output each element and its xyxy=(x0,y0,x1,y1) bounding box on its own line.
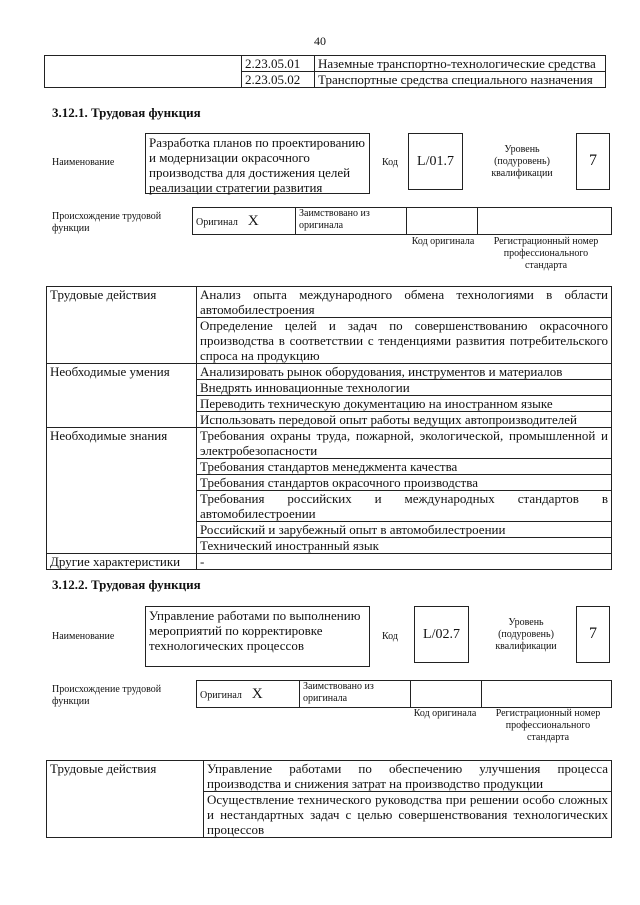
list-item: Переводить техническую документацию на иностранном языке xyxy=(197,396,612,412)
edu-name: Наземные транспортно-технологические средства xyxy=(315,56,606,72)
table-row xyxy=(47,428,612,459)
row-label: Необходимые знания xyxy=(47,428,197,554)
qualification-level: 7 xyxy=(576,133,610,190)
row-label: Трудовые действия xyxy=(47,287,197,364)
list-item: Использовать передовой опыт работы ведущих автопроизводителей xyxy=(197,412,612,428)
function-table xyxy=(46,286,612,570)
list-item: - xyxy=(197,554,612,570)
level-label: Уровень (подуровень) квалификации xyxy=(495,617,557,652)
page-number: 40 xyxy=(314,34,326,48)
table-row xyxy=(47,364,612,380)
section-heading: 3.12.2. Трудовая функция xyxy=(52,577,201,592)
list-item: Требования стандартов менеджмента качества xyxy=(197,459,612,475)
original-label: Оригинал xyxy=(196,217,238,228)
origin-table xyxy=(192,207,612,235)
function-code: L/02.7 xyxy=(414,606,469,663)
table-row xyxy=(47,761,612,792)
reg-number-cell xyxy=(478,208,612,235)
edu-code: 2.23.05.01 xyxy=(242,56,315,72)
original-cell xyxy=(193,208,296,235)
code-original-label: Код оригинала xyxy=(413,708,477,719)
edu-name: Транспортные средства специального назначения xyxy=(315,72,606,88)
function-table xyxy=(46,760,612,838)
level-label: Уровень (подуровень) квалификации xyxy=(491,144,553,179)
code-original-cell xyxy=(407,208,478,235)
borrowed-cell: Заимствовано из оригинала xyxy=(300,681,411,708)
list-item: Требования охраны труда, пожарной, экологической, промышленной и электробезопасности xyxy=(197,428,612,459)
row-label: Другие характеристики xyxy=(47,554,197,570)
list-item: Технический иностранный язык xyxy=(197,538,612,554)
table-row xyxy=(47,554,612,570)
qualification-level: 7 xyxy=(576,606,610,663)
name-label: Наименование xyxy=(52,631,115,642)
reg-number-label: Регистрационный номер профессионального стандарта xyxy=(493,236,599,271)
code-original-cell xyxy=(411,681,482,708)
row-label: Необходимые умения xyxy=(47,364,197,428)
list-item: Российский и зарубежный опыт в автомобилестроении xyxy=(197,522,612,538)
list-item: Определение целей и задач по совершенствованию окрасочного производства в соответствии с тенденциями развития потребительского спроса на продукцию xyxy=(197,318,612,364)
original-mark: X xyxy=(251,686,263,702)
list-item: Требования российских и международных стандартов в автомобилестроении xyxy=(197,491,612,522)
list-item: Анализ опыта международного обмена технологиями в области автомобилестроения xyxy=(197,287,612,318)
section-heading: 3.12.1. Трудовая функция xyxy=(52,105,201,120)
table-row xyxy=(47,287,612,318)
original-cell xyxy=(197,681,300,708)
education-table xyxy=(44,55,606,88)
row-label: Трудовые действия xyxy=(47,761,204,838)
list-item: Управление работами по обеспечению улучшения процесса производства и снижения затрат на производство продукции xyxy=(204,761,612,792)
borrowed-cell: Заимствовано из оригинала xyxy=(296,208,407,235)
edu-code: 2.23.05.02 xyxy=(242,72,315,88)
function-code: L/01.7 xyxy=(408,133,463,190)
list-item: Внедрять инновационные технологии xyxy=(197,380,612,396)
origin-label: Происхождение трудовой функции xyxy=(52,684,162,707)
code-label: Код xyxy=(382,631,398,642)
original-label: Оригинал xyxy=(200,690,242,701)
table-row xyxy=(45,56,606,72)
function-name: Управление работами по выполнению мероприятий по корректировке технологических процессов xyxy=(145,606,370,667)
list-item: Анализировать рынок оборудования, инструментов и материалов xyxy=(197,364,612,380)
code-original-label: Код оригинала xyxy=(411,236,475,247)
function-name: Разработка планов по проектированию и модернизации окрасочного производства для достижения целей реализации стратегии развития xyxy=(145,133,370,194)
name-label: Наименование xyxy=(52,157,115,168)
list-item: Требования стандартов окрасочного производства xyxy=(197,475,612,491)
code-label: Код xyxy=(382,157,398,168)
origin-label: Происхождение трудовой функции xyxy=(52,211,162,234)
reg-number-cell xyxy=(482,681,612,708)
original-mark: X xyxy=(247,213,259,229)
origin-table xyxy=(196,680,612,708)
reg-number-label: Регистрационный номер профессионального стандарта xyxy=(495,708,601,743)
list-item: Осуществление технического руководства при решении особо сложных и нестандартных задач с целью совершенствования технологических процессов xyxy=(204,792,612,838)
